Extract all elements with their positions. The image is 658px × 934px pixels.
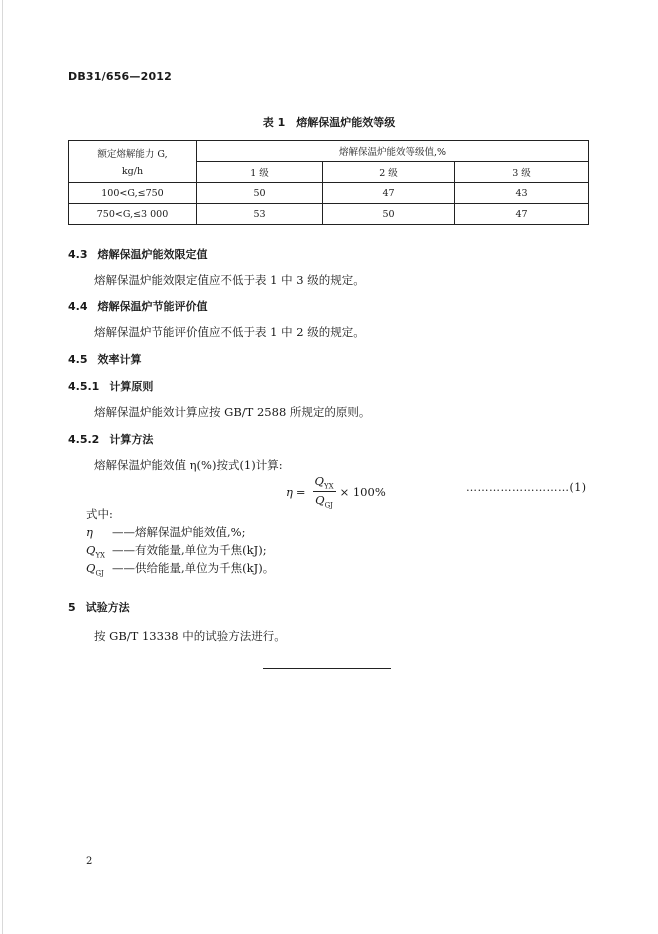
- legend-intro: 式中:: [86, 507, 113, 521]
- table-cell: 50: [323, 204, 455, 225]
- legend-symbol: [86, 561, 112, 577]
- table-caption: 表 1 熔解保温炉能效等级: [262, 116, 396, 129]
- section-number: 4.5.1: [68, 380, 100, 393]
- table-header-grade-3: 3 级: [455, 162, 589, 183]
- section-number: 4.5.2: [68, 433, 100, 446]
- legend-symbol-letter: Q: [86, 561, 96, 575]
- section-title: 计算原则: [109, 380, 154, 393]
- legend-symbol-subscript: YX: [95, 551, 106, 560]
- legend-symbol: η: [86, 525, 93, 539]
- section-4-5-heading: [68, 351, 142, 367]
- formula-tail: × 100%: [339, 484, 386, 499]
- capacity-header-line2: kg/h: [121, 166, 144, 177]
- table-cell-range: 100<G,≤750: [69, 183, 197, 204]
- section-5-heading: [68, 599, 130, 615]
- table-header-capacity: [69, 141, 197, 183]
- efficiency-formula: [286, 474, 386, 510]
- legend-symbol-letter: Q: [86, 543, 96, 557]
- numerator-subscript: YX: [323, 482, 334, 491]
- table-row: [69, 204, 589, 225]
- section-4-5-1-heading: [68, 378, 153, 394]
- table-cell: 47: [323, 183, 455, 204]
- table-header-grade-1: 1 级: [197, 162, 323, 183]
- section-4-4-text: 熔解保温炉节能评价值应不低于表 1 中 2 级的规定。: [94, 325, 365, 339]
- section-title: 计算方法: [109, 433, 154, 446]
- legend-symbol: [86, 543, 112, 559]
- legend-symbol-subscript: GJ: [95, 569, 104, 578]
- formula-numerator: [313, 474, 336, 492]
- section-number: 4.3: [68, 248, 88, 261]
- formula-fraction: [313, 474, 336, 510]
- section-4-5-1-text: 熔解保温炉能效计算应按 GB/T 2588 所规定的原则。: [94, 405, 371, 419]
- table-cell: 43: [455, 183, 589, 204]
- section-number: 4.4: [68, 300, 88, 313]
- table-cell: 50: [197, 183, 323, 204]
- end-rule-divider: [263, 668, 391, 669]
- section-number: 5: [68, 601, 76, 614]
- section-4-5-2-heading: [68, 431, 153, 447]
- numerator-symbol: Q: [314, 474, 324, 488]
- capacity-header-line1: 额定熔解能力 G,: [97, 149, 168, 160]
- document-code: DB31/656—2012: [68, 70, 173, 83]
- legend-item-eta: [86, 524, 245, 540]
- section-number: 4.5: [68, 353, 88, 366]
- legend-item-qgj: [86, 560, 274, 577]
- table-row: [69, 183, 589, 204]
- legend-description: ——供给能量,单位为千焦(kJ)。: [112, 561, 275, 575]
- section-4-5-2-text: 熔解保温炉能效值 η(%)按式(1)计算:: [94, 458, 283, 472]
- formula-lhs: η: [286, 484, 293, 499]
- efficiency-grade-table: [68, 140, 589, 225]
- table-header-grade-group: 熔解保温炉能效等级值,%: [197, 141, 589, 162]
- section-title: 效率计算: [97, 353, 142, 366]
- section-4-4-heading: [68, 298, 208, 314]
- section-4-3-heading: [68, 246, 208, 262]
- page-number: 2: [86, 856, 93, 867]
- legend-item-qyx: [86, 542, 267, 559]
- equation-number: ………………………(1): [466, 481, 587, 494]
- formula-denominator: [315, 492, 333, 509]
- table-cell: 47: [455, 204, 589, 225]
- section-title: 熔解保温炉节能评价值: [97, 300, 208, 313]
- section-4-3-text: 熔解保温炉能效限定值应不低于表 1 中 3 级的规定。: [94, 273, 365, 287]
- denominator-subscript: GJ: [324, 501, 333, 510]
- section-5-text: 按 GB/T 13338 中的试验方法进行。: [94, 629, 286, 643]
- table-cell-range: 750<G,≤3 000: [69, 204, 197, 225]
- table-cell: 53: [197, 204, 323, 225]
- table-header-grade-2: 2 级: [323, 162, 455, 183]
- scan-edge-line: [2, 0, 3, 934]
- denominator-symbol: Q: [315, 493, 325, 508]
- legend-description: ——熔解保温炉能效值,%;: [112, 525, 246, 539]
- formula-equals: =: [295, 484, 306, 499]
- section-title: 试验方法: [85, 601, 130, 614]
- legend-description: ——有效能量,单位为千焦(kJ);: [112, 543, 267, 557]
- section-title: 熔解保温炉能效限定值: [97, 248, 208, 261]
